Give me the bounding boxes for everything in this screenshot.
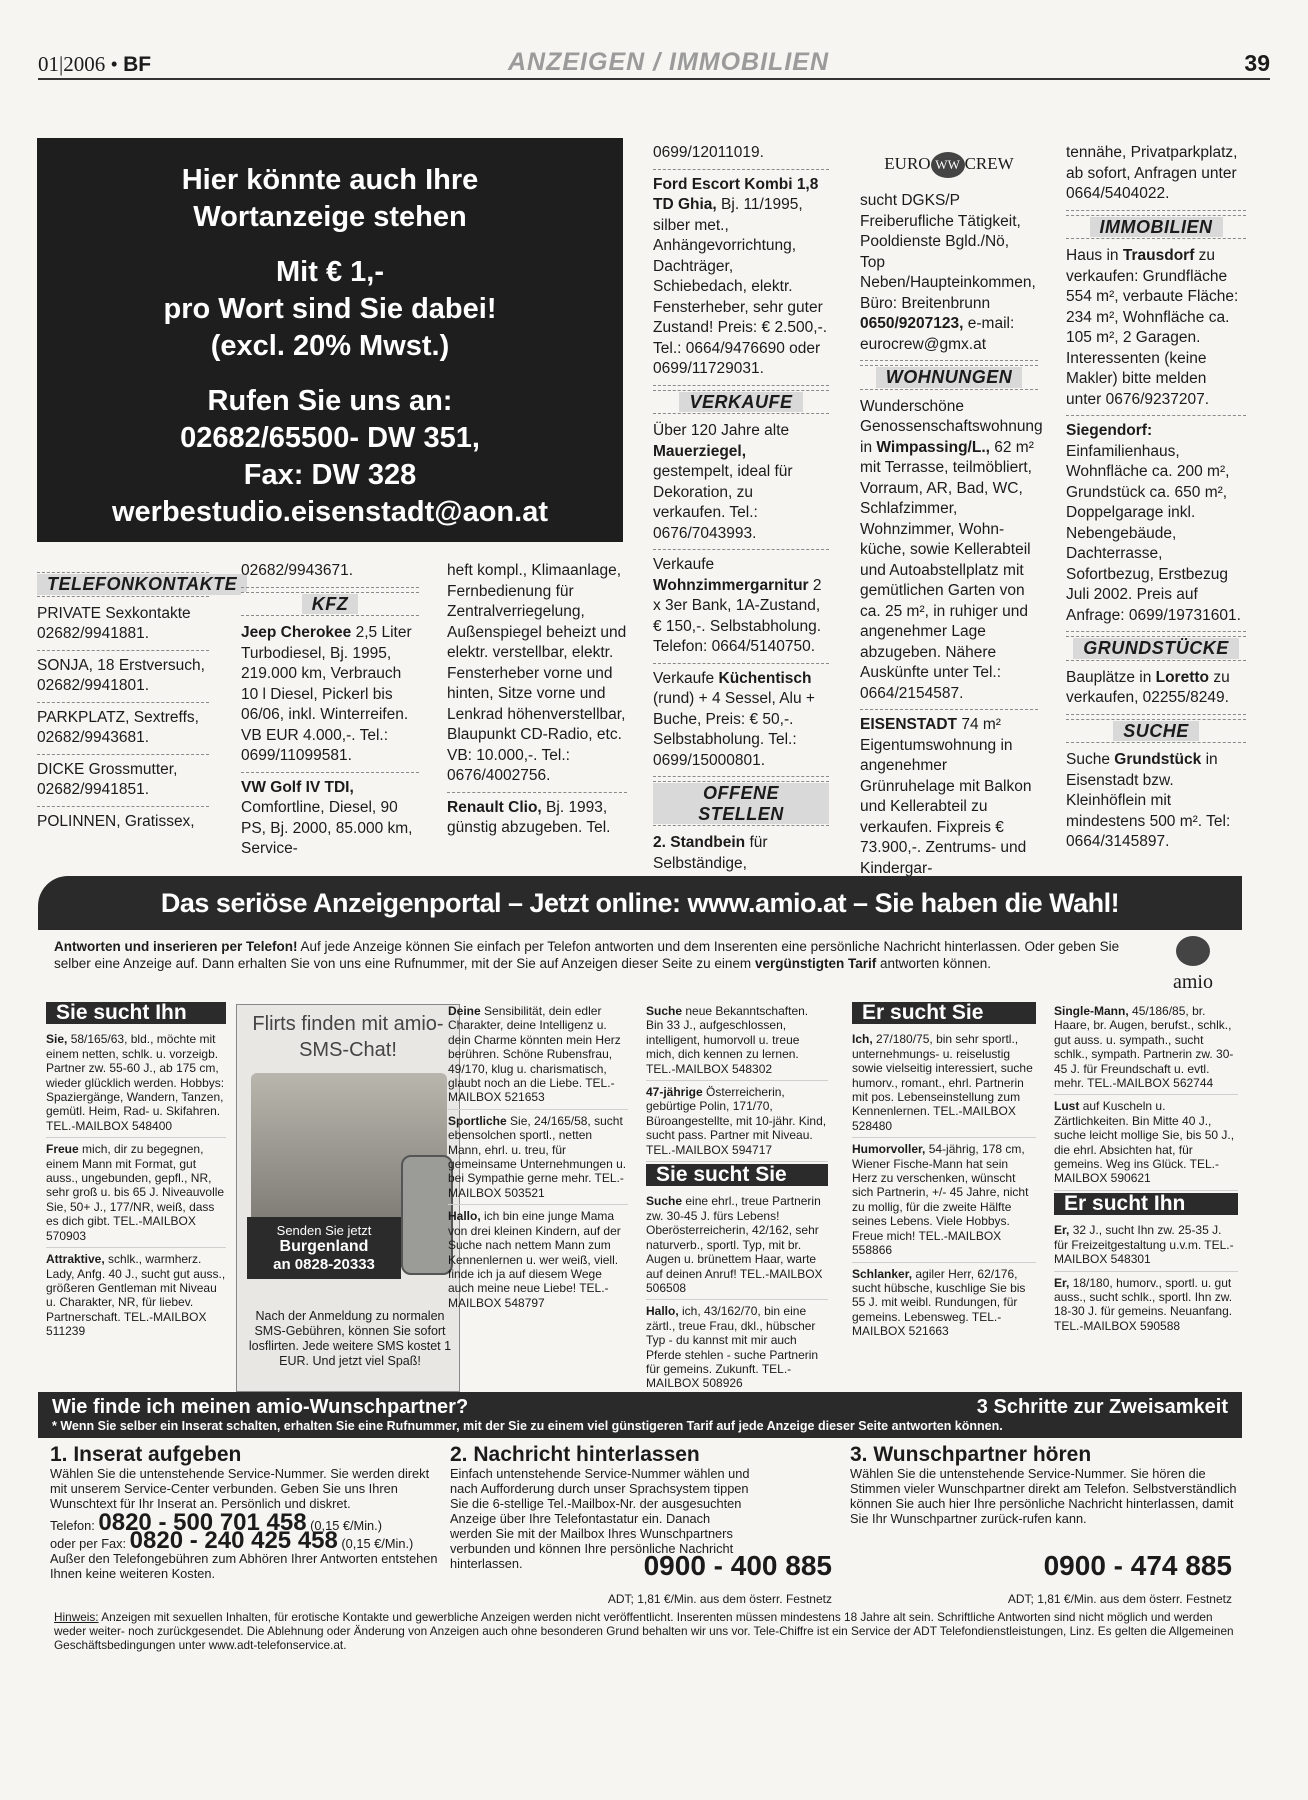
section-heading: WOHNUNGEN — [860, 365, 1038, 390]
phone-icon — [401, 1155, 453, 1275]
service-fax[interactable]: 0820 - 240 425 458 — [129, 1527, 338, 1554]
list-item: Ford Escort Kombi 1,8 TD Ghia, Bj. 11/1995, silber met., Anhängevorrichtung, Dachträger, Schiebedach, elektr. Fensterheber, sehr guter Zustand! Preis: € 2.500,-. Tel.: 0664/9476690 oder 0699/11729031. — [653, 170, 829, 386]
flirt-note: Nach der Anmeldung zu normalen SMS-Gebühren, können Sie sofort losflirten. Jede weitere SMS kostet 1 EUR. Und jetzt viel Spaß! — [248, 1309, 452, 1368]
list-item: 2. Standbein für Selbständige, — [653, 834, 768, 872]
section-heading: GRUNDSTÜCKE — [1066, 636, 1246, 661]
column-verkaufe — [653, 138, 829, 900]
promo-email[interactable]: werbestudio.eisenstadt@aon.at — [112, 496, 548, 528]
column-telefonkontakte — [37, 568, 238, 837]
column-kfz-cont — [447, 556, 627, 844]
list-item: Siegendorf: Einfamilienhaus, Wohnfläche ca. 200 m², Grundstück ca. 650 m², Doppelgarage inkl. Nebengebäude, Dachterrasse, Sofortbezug, Erstbezug Juli 2002. Preis auf Anfrage: 0699/19731601. — [1066, 416, 1246, 632]
list-item: SONJA, 18 Erstversuch, 02682/9941801. — [37, 651, 209, 703]
list-item: Suche Grundstück in Eisenstadt bzw. Kleinhöflein mit mindestens 500 m². Tel: 0664/3145897. — [1066, 751, 1231, 850]
section-heading: VERKAUFE — [653, 390, 829, 415]
amio-logo: amio — [1160, 936, 1226, 990]
ad-category-heading: Er sucht Sie — [852, 1002, 1036, 1024]
amio-col-a — [46, 1000, 226, 1343]
sms-chat-ad — [236, 1004, 460, 1392]
promo-line: pro Wort sind Sie dabei! — [163, 293, 497, 325]
issue-label: 01|2006 • BF — [38, 52, 152, 76]
list-item: Humorvoller, 54-jährig, 178 cm, Wiener Fische-Mann hat sein Herz zu verschenken, wünscht sich Partnerin, +/- 45 Jahre, nicht zu mollig, für die zweite Hälfte seines Lebens. Viele Hobbys. Freue mich! TEL.-MAILBOX 558866 — [852, 1138, 1036, 1262]
list-item: heft kompl., Klimaanlage, Fernbedienung für Zentralverriegelung, Außenspiegel beheizt und elektr. verstellbar, elektr. Fensterheber vorne und hinten, Sitze vorne und Lenkrad höhenverstellbar, Blaupunkt CD-Radio, etc. VB: 10.000,-. Tel.: 0676/4002756. — [447, 556, 627, 793]
amio-intro: Antworten und inserieren per Telefon! Auf jede Anzeige können Sie einfach per Telefon antworten und dem Inserenten eine persönliche Nachricht hinterlassen. Oder geben Sie selber eine Anzeige auf. Dann erhalten Sie von uns eine Rufnummer, mit der Sie auf Anzeigen dieser Seite zu einem vergünstigten Tarif antworten können. — [54, 939, 1120, 971]
list-item: Ich, 27/180/75, bin sehr sportl., unternehmungs- u. reiselustig sowie vielseitig interessiert, suche humorv., romant., ehrl. Partnerin mit pos. Lebenseinstellung zum Kennenlernen. TEL.-MAILBOX 528480 — [852, 1028, 1036, 1138]
list-item: tennähe, Privatparkplatz, ab sofort, Anfragen unter 0664/5404022. — [1066, 138, 1246, 211]
promo-line: 02682/65500- DW 351, — [180, 422, 480, 454]
column-kfz — [241, 556, 419, 865]
ad-category-heading: Sie sucht Ihn — [46, 1002, 226, 1024]
section-heading: SUCHE — [1066, 719, 1246, 744]
list-item: Deine Sensibilität, dein edler Charakter, deine Intelligenz u. dein Charme könnten mein Herz berühren. Schöne Rubensfrau, 49/170, klug u. charismatisch, glaubt noch an die Liebe. TEL.-MAILBOX 521653 — [448, 1000, 628, 1110]
promo-line: Fax: DW 328 — [243, 459, 417, 491]
list-item: 0699/12011019. — [653, 138, 829, 170]
amio-banner[interactable]: Das seriöse Anzeigenportal – Jetzt online: www.amio.at – Sie haben die Wahl! — [38, 876, 1242, 930]
list-item: Schlanker, agiler Herr, 62/176, sucht hübsche, kuschlige Sie bis 55 J. mit weibl. Rundungen, für gemeins. Lebensweg. TEL.-MAILBOX 521663 — [852, 1266, 1026, 1339]
ad-category-heading: Er sucht Ihn — [1054, 1193, 1238, 1215]
step-3: 3. Wunschpartner hören Wählen Sie die untenstehende Service-Nummer. Sie hören die Stimmen vieler Wunschpartner direkt am Telefon. Selbstverständlich können Sie auch hier Ihre persönliche Nachricht hinterlassen, damit Sie Ihr Wunschpartner zurück-rufen kann. 0900 - 474 885 ADT; 1,81 €/Min. aus dem österr. Festnetz — [850, 1443, 1237, 1606]
wunschpartner-bar: Wie finde ich meinen amio-Wunschpartner? 3 Schritte zur Zweisamkeit * Wenn Sie selber ein Inserat schalten, erhalten Sie eine Rufnummer, mit der Sie zu einem viel günstigeren Tarif auf jede Anzeige dieser Seite antworten können. — [38, 1392, 1242, 1438]
list-item: Bauplätze in Loretto zu verkaufen, 02255/8249. — [1066, 663, 1246, 715]
list-item: Sie, 58/165/63, bld., möchte mit einem netten, schlk. u. vorzeigb. Partner zw. 55-60 J., ab 175 cm, wieder glücklich werden. Hobbys: Spaziergänge, Wandern, Tanzen, gemütl. Heim, Rad- u. Skifahren. TEL.-MAILBOX 548400 — [46, 1028, 226, 1138]
list-item: Haus in Trausdorf zu verkaufen: Grundfläche 554 m², verbaute Fläche: 234 m², Wohnfläche ca. 105 m², 2 Garagen. Interessenten (keine Makler) bitte melden unter 0676/9237207. — [1066, 241, 1246, 416]
list-item: Lust auf Kuscheln u. Zärtlichkeiten. Bin Mitte 40 J., suche leicht mollige Sie, bis 50 J., die ehrl. Absichten hat, für gemeins. Weg ins Glück. TEL.-MAILBOX 590621 — [1054, 1095, 1238, 1190]
list-item: Hallo, ich, 43/162/70, bin eine zärtl., treue Frau, dkl., hübscher Typ - du kannst mit mir auch Pferde stehlen - suche Partnerin für gemeins. Zukunft. TEL.-MAILBOX 508926 — [646, 1304, 819, 1391]
list-item: POLINNEN, Gratissex, — [37, 812, 195, 830]
list-item: Single-Mann, 45/186/85, br. Haare, br. Augen, berufst., schlk., gut auss. u. sympath., sucht schlk., sympath. Partnerin zw. 30-45 J. für Freundschaft u. evtl. mehr. TEL.-MAILBOX 562744 — [1054, 1000, 1238, 1095]
ad-category-heading: Sie sucht Sie — [646, 1164, 828, 1186]
promo-line: Mit € 1,- — [276, 256, 384, 288]
list-item: Sportliche Sie, 24/165/58, sucht ebensolchen sportl., netten Mann, ehrl. u. treu, für gemeinsame Unternehmungen u. bei Sympathie gerne mehr. TEL.-MAILBOX 503521 — [448, 1110, 628, 1205]
amio-col-f — [1054, 1000, 1238, 1337]
amio-section — [38, 876, 1242, 1652]
promo-line: Wortanzeige stehen — [193, 201, 467, 233]
section-heading: TELEFONKONTAKTE — [37, 572, 209, 597]
column-immobilien — [1066, 138, 1246, 858]
section-heading: IMMOBILIEN — [1066, 215, 1246, 240]
amio-col-e — [852, 1000, 1036, 1343]
service-phone[interactable]: 0820 - 500 701 458 — [98, 1509, 307, 1536]
list-item: Suche eine ehrl., treue Partnerin zw. 30-45 J. fürs Lebens! Oberösterreicherin, 42/162, sehr naturverb., sportl. Typ, mit br. Augen u. brünettem Haar, warte auf deinen Anruf! TEL.-MAILBOX 506508 — [646, 1190, 828, 1300]
list-item: Verkaufe Wohnzimmergarnitur 2 x 3er Bank, 1A-Zustand, € 150,-. Selbstabholung. Telefon: 0664/5140750. — [653, 550, 829, 664]
section-heading: OFFENE STELLEN — [653, 781, 829, 826]
step-2: 2. Nachricht hinterlassen Einfach untenstehende Service-Nummer wählen und nach Aufforderung durch unser Sprachsystem tippen Sie die 6-stellige Tel.-Mailbox-Nr. der ausgesuchten Anzeige über Ihre Telefontastatur ein. Danach werden Sie mit der Mailbox Ihres Wunschpartners verbunden und können Ihre persönliche Nachricht hinterlassen. 0900 - 400 885 ADT; 1,81 €/Min. aus dem österr. Festnetz — [450, 1443, 832, 1606]
list-item: Wunderschöne Genossenschaftswohnung in Wimpassing/L., 62 m² mit Terrasse, teilmöbliert, Vorraum, AR, Bad, WC, Schlafzimmer, Wohnzimmer, Wohn-küche, sowie Kellerabteil und Autoabstellplatz mit gemütlichen Garten von ca. 25 m², in ruhiger und angenehmer Lage abzugeben. Nähere Auskünfte unter Tel.: 0664/2154587. — [860, 392, 1038, 711]
amio-logo-icon — [1176, 936, 1210, 966]
list-item: Er, 18/180, humorv., sportl. u. gut auss., sucht schlk., sportl. Ihn zw. 18-30 J. für gemeins. Neuanfang. TEL.-MAILBOX 590588 — [1054, 1275, 1233, 1333]
promo-line: Rufen Sie uns an: — [207, 385, 453, 417]
step-1: 1. Inserat aufgeben Wählen Sie die untenstehende Service-Nummer. Sie werden direkt mit unserem Service-Center verbunden. Geben Sie uns Ihren Wunschtext für Ihr Inserat an. Persönlich und diskret. Telefon: 0820 - 500 701 458 (0,15 €/Min.) oder per Fax: 0820 - 240 425 458 (0,15 €/Min.) Außer den Telefongebühren zum Abhören Ihrer Antworten entstehen Ihnen keine weiteren Kosten. — [50, 1443, 438, 1581]
list-item: Verkaufe Küchentisch (rund) + 4 Sessel, Alu + Buche, Preis: € 50,-. Selbstabholung. Tel.: 0699/15000801. — [653, 664, 829, 778]
list-item: PRIVATE Sexkontakte 02682/9941881. — [37, 599, 209, 651]
list-item: Suche neue Bekanntschaften. Bin 33 J., aufgeschlossen, intelligent, humorvoll u. treue mich, dich kennen zu lernen. TEL.-MAILBOX 548302 — [646, 1000, 828, 1081]
list-item: EISENSTADT 74 m² Eigentumswohnung in angenehmer Grünruhelage mit Balkon und Kellerabteil zu verkaufen. Fixpreis € 73.900,-. Zentrums- und Kindergar- — [860, 716, 1032, 877]
column-wohnungen — [860, 138, 1043, 884]
amio-col-d — [646, 1000, 828, 1395]
promo-line: Hier könnte auch Ihre — [181, 164, 479, 196]
promo-line: (excl. 20% Mwst.) — [210, 330, 450, 362]
service-number[interactable]: 0900 - 474 885 — [1043, 1550, 1232, 1581]
service-number[interactable]: 0900 - 400 885 — [643, 1550, 832, 1581]
section-title: ANZEIGEN / IMMOBILIEN — [508, 48, 829, 76]
list-item: sucht DGKS/P Freiberufliche Tätigkeit, Pooldienste Bgld./Nö, Top Neben/Haupteinkommen, Büro: Breitenbrunn 0650/9207123, e-mail: eurocrew@gmx.at — [860, 186, 1038, 361]
hinweis-note: Hinweis: Anzeigen mit sexuellen Inhalten, für erotische Kontakte und gewerbliche Anzeigen werden nicht veröffentlicht. Inserenten müssen mindestens 18 Jahre alt sein. Schriftliche Antworten sind nicht möglich und werden weder weiter- noch zurückgesendet. Die Ablehnung oder Änderung von Anzeigen auch ohne besonderen Grund behalten wir uns vor. Tele-Chiffre ist ein Service der ADT Telefondienstleistungen, Linz. Es gelten die Allgemeinen Geschäftsbedingungen unter www.adt-telefonservice.at. — [54, 1610, 1234, 1652]
section-heading: KFZ — [241, 592, 419, 617]
promo-box — [37, 138, 623, 542]
list-item: Freue mich, dir zu begegnen, einem Mann mit Format, gut auss., ungebunden, gepfl., NR, sehr groß u. bis 65 J. Niveauvolle Sie, 50+ J., 177/NR, weiß, dass es dich gibt. TEL.-MAILBOX 570903 — [46, 1138, 226, 1248]
list-item: VW Golf IV TDI, Comfortline, Diesel, 90 PS, Bj. 2000, 85.000 km, Service- — [241, 778, 413, 857]
list-item: Jeep Cherokee 2,5 Liter Turbodiesel, Bj. 1995, 219.000 km, Verbrauch 10 l Diesel, Pickerl bis 06/06, inkl. Winterreifen. VB EUR 4.000,-. Tel.: 0699/11099581. — [241, 618, 419, 773]
eurocrew-logo: EURO WW CREW — [860, 138, 1038, 186]
list-item: PARKPLATZ, Sextreffs, 02682/9943681. — [37, 703, 209, 755]
sms-cta: Senden Sie jetzt Burgenland an 0828-20333 — [247, 1217, 401, 1279]
list-item: Er, 32 J., sucht Ihn zw. 25-35 J. für Freizeitgestaltung u.v.m. TEL.-MAILBOX 548301 — [1054, 1219, 1238, 1271]
list-item: Attraktive, schlk., warmherz. Lady, Anfg. 40 J., sucht gut auss., größeren Gentleman mit Niveau u. Charakter, NR, für liebev. Partnerschaft. TEL.-MAILBOX 511239 — [46, 1252, 226, 1339]
list-item: 47-jährige Österreicherin, gebürtige Polin, 171/70, Büroangestellte, mit 10-jähr. Kind, sucht pass. Partner mit Niveau. TEL.-MAILBOX 594717 — [646, 1081, 828, 1162]
page-header — [38, 44, 1270, 80]
page-number: 39 — [1244, 50, 1270, 76]
amio-col-c — [448, 1000, 628, 1314]
flirt-title: Flirts finden mit amio-SMS-Chat! — [252, 1013, 444, 1061]
list-item: Hallo, ich bin eine junge Mama von drei kleinen Kindern, auf der Suche nach nettem Mann zum Kennenlernen u. wer weiß, viell. finde ich ja auf diesem Wege auch meine neue Liebe! TEL.-MAILBOX 548797 — [448, 1209, 621, 1310]
list-item: Über 120 Jahre alte Mauerziegel, gestempelt, ideal für Dekoration, zu verkaufen. Tel.: 0676/7043993. — [653, 416, 829, 550]
list-item: Renault Clio, Bj. 1993, günstig abzugeben. Tel. — [447, 798, 611, 836]
list-item: DICKE Grossmutter, 02682/9941851. — [37, 755, 209, 807]
list-item: 02682/9943671. — [241, 556, 419, 588]
